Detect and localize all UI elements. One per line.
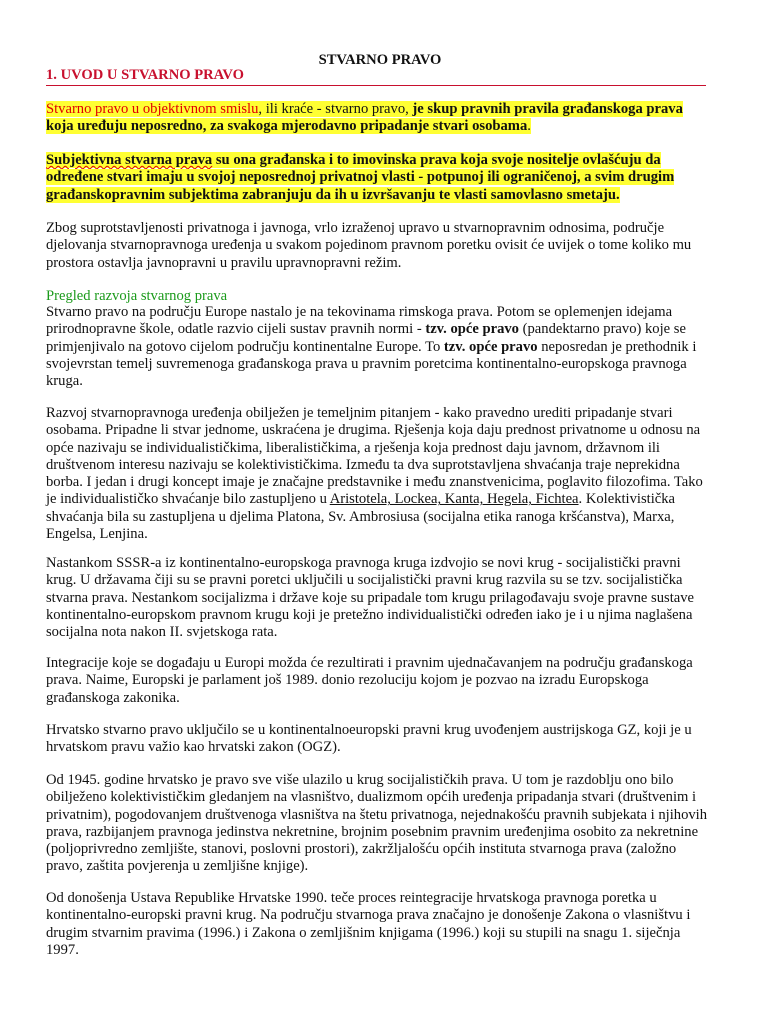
paragraph-6: Nastankom SSSR-a iz kontinentalno-europskoga pravnoga kruga izdvojio se novi krug - socijalistički pravni krug. U državama čiji su se pravni poretci uključili u socijalistički pravni krug razvila su se tzv. socijalistička stvarna prava. Nestankom socijalizma i države koje su pripadale tom krugu prilagođavaju svoje pravne sustave kontinentalno-europskom pravnom krugu koji je pretežno individualistički određen iako je i u njima naglašena socijalna nota nakon II. svjetskoga rata. [46, 555, 694, 641]
term-subjective-rights: Subjektivna stvarna prava [46, 152, 213, 168]
p4-text-d: neposredan je prethodnik i svojevrstan temelj suvremenoga građanskoga prava u pravnim poretcima kontinentalno-europskoga pravnoga kruga. [46, 338, 697, 390]
paragraph-8: Hrvatsko stvarno pravo uključilo se u kontinentalnoeuropski pravni krug uvođenjem austrijskoga GZ, koji je u hrvatskom pravu važio kao hrvatski zakon (OGZ). [46, 722, 692, 756]
paragraph-9: Od 1945. godine hrvatsko je pravo sve više ulazilo u krug socijalističkih prava. U tom je razdoblju ono bilo obilježeno kolektivističkim gledanjem na vlasništvo, dualizmom općih uređenja pripadanja stvari (društvenim i privatnim), pogodovanjem društvenoga vlasništva na štetu privatnoga, nejednakošću pravnih subjekata i njihovih prava, razbijanjem pravnoga jedinstva nekretnine, brojnim posebnim pravnim uređenjima osobito za nekretnine (poljoprivredno zemljište, stanovi, poslovni prostori), zakržljalošću općih instituta stvarnoga prava (založno pravo, zaštita povjerenja u zemljišne knjige). [46, 772, 708, 875]
paragraph-10: Od donošenja Ustava Republike Hrvatske 1990. teče proces reintegracije hrvatskoga pravnoga poretka u kontinentalno-europski pravni krug. Na području stvarnoga prava značajno je donošenje Zakona o vlasništvu i drugim stvarnim pravima (1996.) i Zakona o zemljišnim knjigama (1996.) koji su stupili na snagu 1. siječnja 1997. [46, 890, 691, 958]
paragraph-4 [46, 304, 714, 390]
p4-bold-2: tzv. opće pravo [443, 338, 538, 355]
section-heading: 1. UVOD U STVARNO PRAVO [46, 67, 706, 86]
paragraph-7: Integracije koje se događaju u Europi možda će rezultirati i pravnim ujednačavanjem na području građanskoga prava. Naime, Europski je parlament još 1989. donio rezoluciju kojom je pozvao na izradu Europskoga građanskoga zakonika. [46, 655, 693, 706]
p4-text-c: (pandektarno pravo) koje se primjenjivalo na gotovo cijelom području kontinentalne Europe. To [46, 321, 686, 355]
paragraph-3: Zbog suprotstavljenosti privatnoga i javnoga, vrlo izraženoj upravo u stvarnopravnim odnosima, područje djelovanja stvarnopravnoga uređenja u svakom pojedinom pravnom poretku ovisit će uvijek o tome koliko mu prostora ostavlja javnopravni u pravilu upravnopravni režim. [46, 220, 692, 271]
p1-bold-definition: je skup pravnih pravila građanskoga prava koja uređuju neposredno, za svakoga mjerodavno pripadanje stvari osobama [46, 101, 683, 135]
paragraph-5 [46, 405, 714, 543]
p5-text-a: Razvoj stvarnopravnoga uređenja obilježen je temeljnim pitanjem - kako pravedno urediti pripadanje stvari osobama. Pripadne li stvar jednome, uskraćena je drugima. Rješenja koja daju prednost privatnome u odnosu na opće nazivaju se individualističkima, liberalističkima, a rješenja koja prednost daju javnom, državnom ili društvenom interesu nazivaju se kolektivističkima. Između ta dva suprotstavljena shvaćanja traje neprekidna borba. I jedan i drugi koncept imaje je značajne predstavnike i među znanstvenicima, poglavito filozofima. Tako je individualističko shvaćanje bilo zastupljeno u [46, 405, 703, 508]
paragraph-objective-definition [46, 101, 714, 136]
subheading-history: Pregled razvoja stvarnog prava [46, 288, 228, 304]
philosophers-link[interactable]: Aristotela, Lockea, Kanta, Hegela, Fichtea [329, 491, 579, 508]
document-title: STVARNO PRAVO [318, 52, 442, 68]
p1-end: . [527, 118, 531, 135]
p2-bold-definition: su ona građanska i to imovinska prava koja svoje nositelje ovlašćuju da određene stvari imaju u svojoj neposrednoj privatnoj vlasti - potpunoj ili ograničenoj, a svim drugim građanskopravnim subjektima zabranjuju da ih u izvršavanju te vlasti samovlasno smetaju. [46, 152, 675, 203]
p4-text-a: Stvarno pravo na području Europe nastalo je na tekovinama rimskoga prava. Potom se oplemenjen idejama prirodnopravne škole, odatle razvio cijeli sustav pravnih normi - [46, 304, 673, 338]
p1-mid-text: , ili kraće - stvarno pravo, [258, 101, 413, 117]
p4-bold-1: tzv. opće pravo [425, 321, 519, 338]
term-objective-sense: Stvarno pravo u objektivnom smislu [46, 101, 259, 117]
p5-text-b: . Kolektivistička shvaćanja bila su zastupljena u djelima Platona, Sv. Ambrosiusa (socijalna etika ranoga kršćanstva), Marxa, Engelsa, Lenjina. [46, 491, 675, 543]
paragraph-subjective-definition [46, 152, 714, 204]
